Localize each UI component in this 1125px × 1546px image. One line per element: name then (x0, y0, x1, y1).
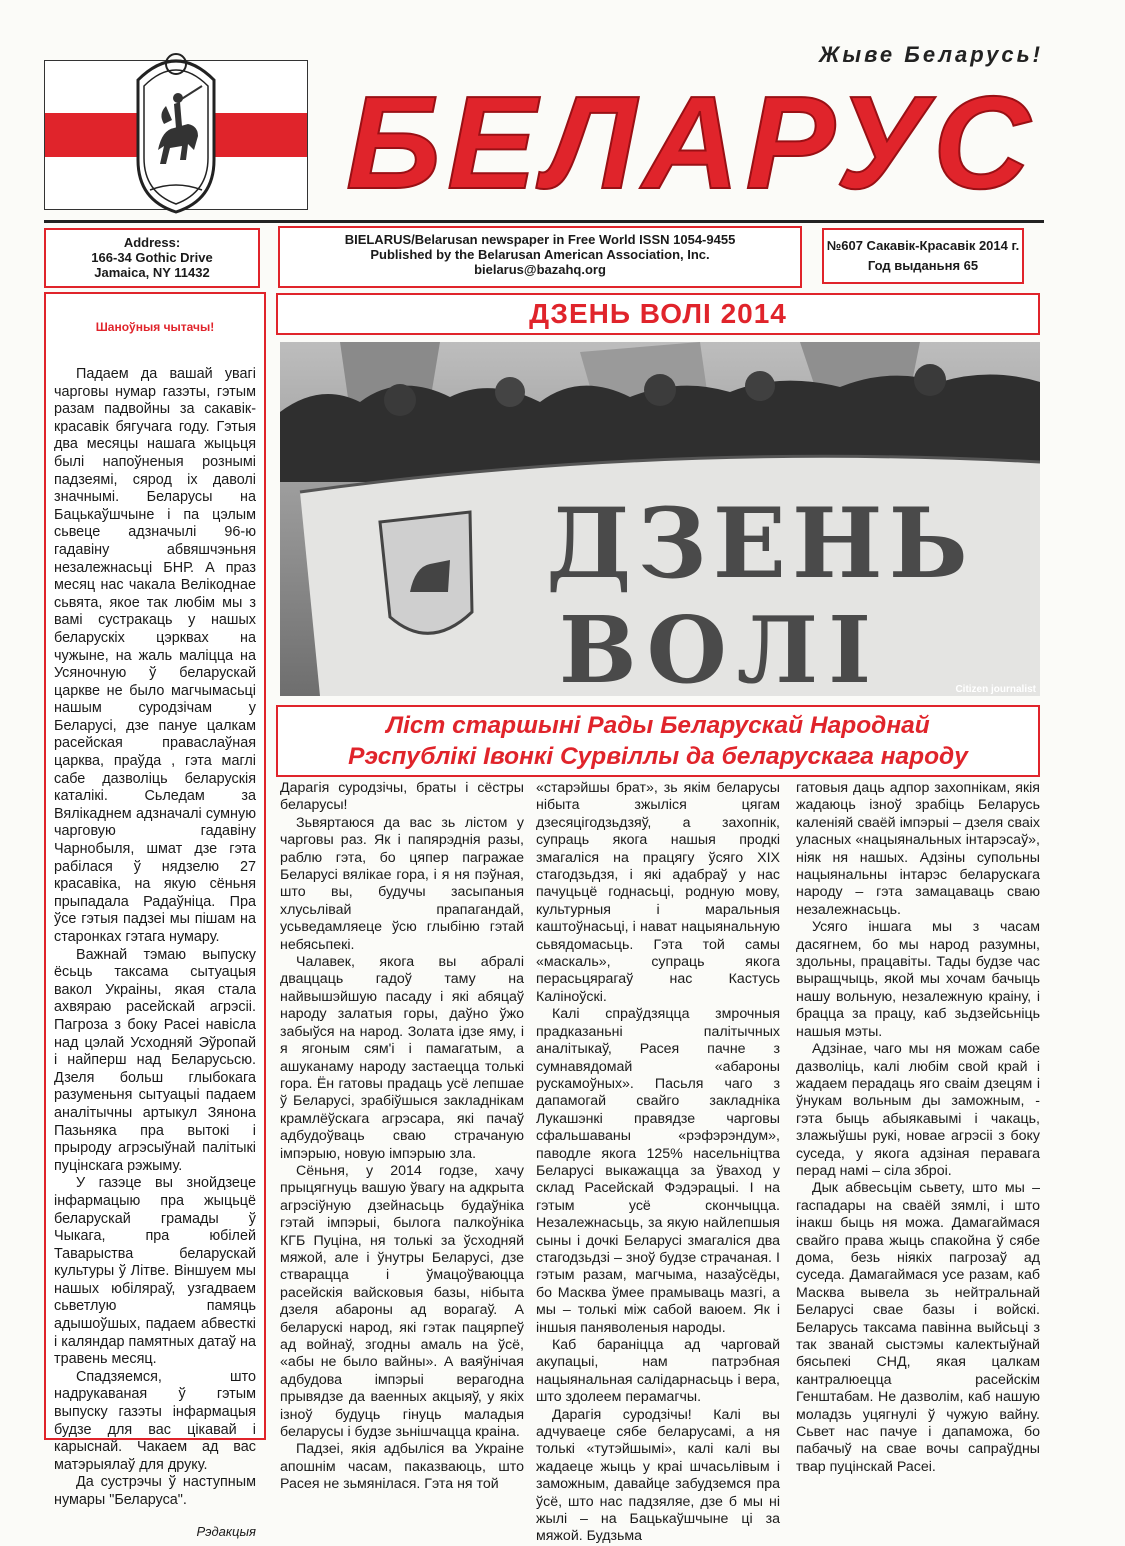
publisher-line2: Published by the Belarusan American Association, Inc. (370, 247, 710, 262)
letter-column-2 (536, 780, 780, 1546)
photo-banner-line2: ВОЛІ (558, 596, 882, 696)
editorial-paragraph: Падаем да вашай увагі чарговы нумар газэты, гэтым разам падвойны за сакавік-красавік бягучага году. Гэтыя два месяцы нашага жыцьця былі напоўненыя рознымі падзеямі, сярод іх даволі значнымі. Беларусы на Бацькаўшчыне і па цэлым сьвеце адзначылі 96-ю гадавіну абвяшчэньня незалежнасьці БНР. А праз месяц нас чакала Велікоднае сьвята, якое так любім мы з вамі сустракаць у нашых беларускіх цэрквах на чужыне, на жаль маліцца на Усяночную ў беларускай царкве не было магчымасьці нашым суродзічам у Беларусі, дзе пануе цалкам расейская праваслаўная царква, праўда , гэта маглі сабе дазволіць беларускія каталікі. Сьледам за Вялікаднем адзначалі сумную чарговую гадавіну Чарнобыля, шмат дзе гэта рабілася ў нядзелю 27 красавіка, на якую сёньня прыпадала Радаўніца. Пра ўсе гэтыя падзеі мы пішам на старонках гэтага нумару. (54, 366, 256, 945)
editorial-column (44, 292, 266, 1539)
letter-headline-line2: Рэспублікі Івонкі Сурвіллы да беларускага народу (348, 743, 968, 770)
feature-photo (280, 342, 1040, 696)
feature-headline: ДЗЕНЬ ВОЛІ 2014 (276, 293, 1040, 335)
masthead-rule (44, 220, 1044, 223)
editorial-paragraph: Да сустрэчы ў наступным нумары "Беларуса". (54, 1474, 256, 1508)
letter-paragraph: Каб бараніцца ад чарговай акупацыі, нам патрэбная нацыянальная салідарнасьць і вера, што здолеем перамагчы. (536, 1337, 780, 1406)
publisher-box (278, 226, 802, 288)
publisher-line1: BIELARUS/Belarusan newspaper in Free World ISSN 1054-9455 (344, 232, 736, 247)
letter-paragraph: Дарагія суродзічы, браты і сёстры беларусы! (280, 780, 524, 814)
address-line2: Jamaica, NY 11432 (94, 265, 210, 280)
letter-paragraph: Усяго іншага мы з часам дасягнем, бо мы народ разумны, здольны, працавіты. Тады будзе час выращчыць, якой мы хочам бачыць нашу вольную, незалежную краіну, і брацца за працу, каб зьдзейсьніць нашыя мэты. (796, 919, 1040, 1040)
letter-paragraph: Адзінае, чаго мы ня можам сабе дазволіць, калі любім свой край і жадаем перадаць яго сваім дзецям і ўнукам вольным ды заможным, - гэта быць абыякавымі і чакаць, злажыўшы рукі, новае агрэсіі з боку суседа, у якога адзіная перавага перад намі – сіла зброі. (796, 1041, 1040, 1179)
editorial-heading: Шаноўныя чытачы! (95, 320, 215, 334)
svg-text:БЕЛАРУС: БЕЛАРУС (346, 70, 1036, 216)
address-line1: 166-34 Gothic Drive (91, 250, 213, 265)
issue-box (822, 228, 1024, 284)
photo-banner-line1: ДЗЕНЬ (546, 487, 974, 600)
issue-number: №607 Сакавік-Красавік 2014 г. (826, 238, 1020, 253)
letter-paragraph: Зьвяртаюся да вас зь лістом у чарговы раз. Як і папярэднія разы, раблю гэта, бо цяпер пагражае Беларусі вялікае гора, і я ня пэўная, што вы, будучы засыпаныя хлусьлівай прапагандай, усьведамляеце ўсю глыбіню гэтай небясьпекі. (280, 814, 524, 953)
masthead-title (336, 70, 1046, 220)
editorial-signature: Рэдакцыя (196, 1523, 256, 1539)
letter-column-1 (280, 780, 524, 1494)
letter-headline (276, 705, 1040, 777)
pahonia-coat-of-arms-icon (128, 40, 224, 216)
photo-credit: Citizen journalist (955, 684, 1036, 695)
letter-paragraph: Калі спраўдзяцца змрочныя прадказаньні палітычных аналітыкаў, Расея пачне з сумнавядомай «абароны рускамоўных». Пасьля чаго з дапамогай свайго закладніка Лукашэнкі правядзе чарговы сфальшаваны «рэфэрэндум», паводле якога 125% насельніцтва Беларусі выкажацца за ўваход у склад Расейскай Фэдэрацыі. І на гэтым усё скончыцца. Незалежнасьць, за якую найлепшыя сыны і дочкі Беларусі змагаліся два стагодзьдзі – зноў будзе страчаная. І гэтым разам, магчыма, назаўсёды, бо Масква ўмее прамываць мазгі, а мы – толькі між сабой ваюем. Як і іншыя паняволеныя народы. (536, 1006, 780, 1336)
address-box (44, 228, 260, 288)
editorial-paragraph: Спадзяемся, што надрукаваная ў гэтым выпуску газэты інфармацыя будзе для вас цікавай і карыснай. Чакаем ад вас матэрыялаў для друку. (54, 1368, 256, 1473)
letter-headline-line1: Ліст старшыні Рады Беларускай Народнай (386, 712, 930, 739)
letter-paragraph: Дарагія суродзічы! Калі вы адчуваеце сябе беларусамі, а ня толькі «тутэйшымі», калі калі вы жадаеце жыць у краі шчасьлівым і заможным, давайце забудземся пра ўсё, што нас падзяляе, дзе б мы ні жылі – на Бацькаўшчыне ці за мяжой. Будзьма (536, 1406, 780, 1545)
letter-paragraph: Сёньня, у 2014 годзе, хачу прыцягнуць вашую ўвагу на адкрыта агрэсіўную дзейнасьць будаўніка гэтай імпэрыі, былога палкоўніка КГБ Пуціна, ня толькі за ўсходняй мяжой, але і ўнутры Беларусі, дзе стварацца і ўмацоўваюцца расейскія вайсковыя базы, нібыта дзеля абароны ад ворагаў. А беларускі народ, які гэтак пацярпеў ад войнаў, згодны амаль на ўсё, «абы не было вайны». А ваяўнічая адбудова імпэрыі верагодна прывядзе да ваенных акцыяў, у якіх ізноў будуць гінуць маладыя беларусы і будзе зьнішчацца краіна. (280, 1162, 524, 1441)
address-label: Address: (123, 235, 181, 250)
editorial-paragraph: Важнай тэмаю выпуску ёсьць таксама сытуацыя вакол Украіны, якая стала ахвяраю расейскай агрэсіі. Пагроза з боку Расеі навісла над цэлай Усходняй Эўропай і найперш над Беларусьсю. Дзеля больш глыбокага разуменьня сытуацыі падаем аналітычны артыкул Зянона Пазьняка пра вытокі і прыроду агрэсыўнай палітыкі пуцінскага рэжыму. (54, 946, 256, 1174)
slogan: Жыве Беларусь! (818, 42, 1043, 67)
letter-paragraph: Чалавек, якога вы абралі дваццаць гадоў таму на найвышэйшую пасаду і які абяцаў народу залатыя горы, даўно ўжо забыўся на народ. Золата ідзе яму, і я ягоным сям'і і памагатым, а ашуканаму народу застаецца толькі гора. Ён гатовы прадаць усё лепшае ў Беларусі, зрабіўшыся закладнікам крамлёўскага агрэсара, які пачаў адбудоўваць сваю страчаную імпэрыю, новую імпэрыю зла. (280, 954, 524, 1162)
letter-column-3 (796, 780, 1040, 1476)
letter-paragraph: гатовыя даць адпор захопнікам, якія жадаюць ізноў зрабіць Беларусь каленіяй сваёй імпэрыі – дзеля сваіх уласных «нацыянальных інтарэсаў», ніяк ня нашых. Адзіны супольны нацыянальны інтарэс беларускага народу – гэта замацаваць сваю незалежнасьць. (796, 780, 1040, 918)
letter-paragraph: Дык абвесьцім сьвету, што мы – гаспадары на сваёй зямлі, і што інакш быць ня можа. Дамагаймася свайго права жыць спакойна ў сябе дома, безь ніякіх пагрозаў ад суседа. Дамагаймася усе разам, каб Масква вывела зь нейтральнай Беларусі свае базы і войскі. Беларусь таксама павінна выйсьці з так званай сыстэмы калектыўнай бясьпекі СНД, якая цалкам кантралюецца расейскім Генштабам. Не дазволім, каб нашую моладзь уцягнулі ў чужую вайну. Сьвет нас пачуе і дапаможа, бо пабачыў на свае вочы сапраўдны твар пуцінскай Расеі. (796, 1180, 1040, 1475)
publisher-email: bielarus@bazahq.org (474, 262, 606, 277)
letter-paragraph: «старэйшы брат», зь якім беларусы нібыта зжыліся цягам дзесяцігодзьдзяў, а захопнік, супраць якога нашыя продкі змагаліся на працягу ўсяго XIX стагодзьдзя, і які адабраў у нас пачуцьцё годнасьці, родную мову, культурныя і маральныя каштоўнасьці, і нават нацыянальную сьвядомасьць. Гэта той самы «маскаль», супраць якога перасьцярагаў нас Кастусь Каліноўскі. (536, 780, 780, 1005)
editorial-paragraph: У газэце вы знойдзеце інфармацыю пра жыцьцё беларускай грамады ў Чыкага, пра юбілей Таварыства беларускай культуры ў Літве. Віншуем мы нашых юбіляраў, узгадваем сьветлую памяць адышоўшых, падаем абвесткі і каляндар памятных датаў на травень месяц. (54, 1175, 256, 1368)
issue-year: Год выданьня 65 (867, 258, 979, 273)
letter-paragraph: Падзеі, якія адбыліся ва Украіне апошнім часам, паказваюць, што Расея не зьмянілася. Гэта ня той (280, 1441, 524, 1493)
